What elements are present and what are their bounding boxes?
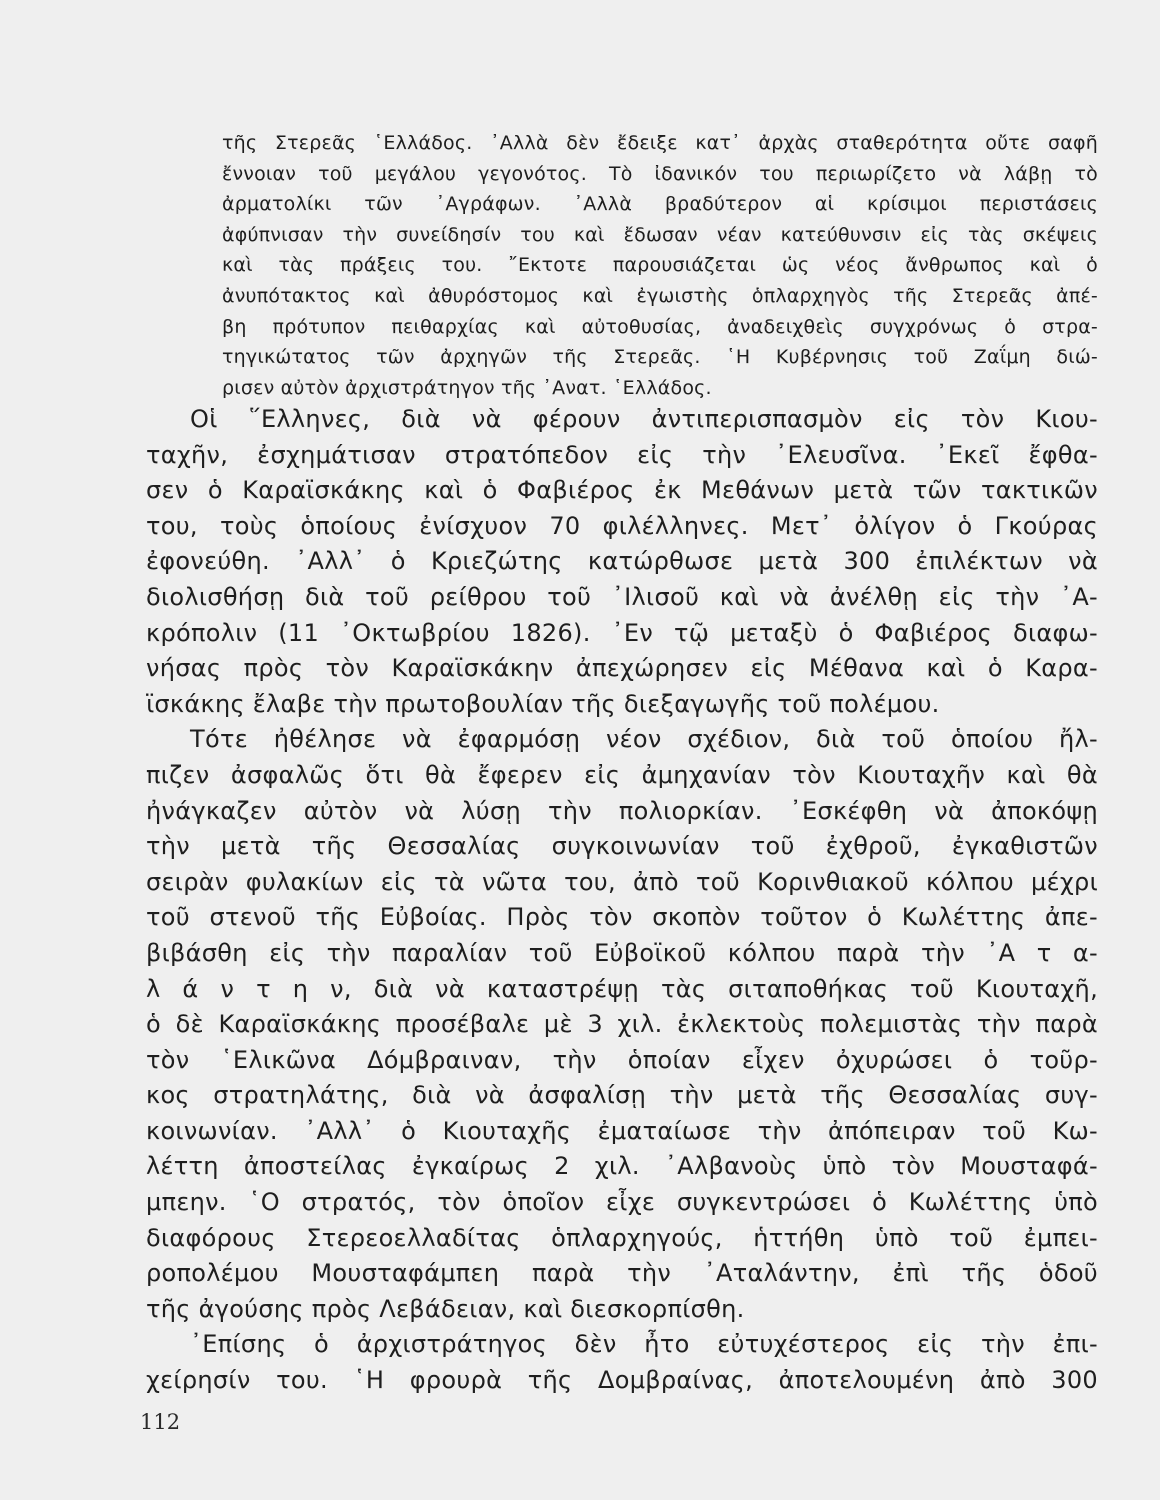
text-line: διολισθήσῃ διὰ τοῦ ρείθρου τοῦ ᾿Ιλισοῦ καὶ νὰ ἀνέλθῃ εἰς τὴν ᾿Α-: [146, 582, 1098, 611]
text-line: νήσας πρὸς τὸν Καραϊσκάκην ἀπεχώρησεν εἰς Μέθανα καὶ ὁ Καρα-: [146, 654, 1098, 683]
text-line: βη πρότυπον πειθαρχίας καὶ αὐτοθυσίας, ἀναδειχθεὶς συγχρόνως ὁ στρα-: [222, 315, 1098, 338]
main-text: [146, 402, 1098, 1399]
text-line: καὶ τὰς πράξεις του. ῎Εκτοτε παρουσιάζεται ὡς νέος ἄνθρωπος καὶ ὁ: [222, 254, 1098, 277]
text-line: ϊσκάκης ἔλαβε τὴν πρωτοβουλίαν τῆς διεξαγωγῆς τοῦ πολέμου.: [146, 689, 940, 718]
text-line: ἐφονεύθη. ᾿Αλλ᾿ ὁ Κριεζώτης κατώρθωσε μετὰ 300 ἐπιλέκτων νὰ: [146, 547, 1098, 576]
text-line: ρισεν αὐτὸν ἀρχιστράτηγον τῆς ᾿Ανατ. ῾Ελλάδος.: [222, 376, 712, 399]
intro-paragraph: [222, 128, 1098, 403]
text-line: Οἱ ῞Ελληνες, διὰ νὰ φέρουν ἀντιπερισπασμὸν εἰς τὸν Κιου-: [190, 405, 1098, 433]
text-line: Τότε ἠθέλησε νὰ ἐφαρμόσῃ νέον σχέδιον, διὰ τοῦ ὁποίου ἤλ-: [190, 725, 1098, 754]
text-line: ροπολέμου Μουσταφάμπεη παρὰ τὴν ᾿Αταλάντην, ἐπὶ τῆς ὁδοῦ: [146, 1259, 1098, 1288]
text-line: βιβάσθη εἰς τὴν παραλίαν τοῦ Εὐβοϊκοῦ κόλπου παρὰ τὴν ᾿Α τ α-: [146, 938, 1098, 967]
text-line: ἀνυπότακτος καὶ ἀθυρόστομος καὶ ἐγωιστὴς ὁπλαρχηγὸς τῆς Στερεᾶς ἀπέ-: [222, 284, 1098, 307]
paragraph-1: [146, 402, 1098, 722]
text-line: ᾿Επίσης ὁ ἀρχιστράτηγος δὲν ἦτο εὐτυχέστερος εἰς τὴν ἐπι-: [190, 1330, 1098, 1359]
text-line: χείρησίν του. ῾Η φρουρὰ τῆς Δομβραίνας, ἀποτελουμένη ἀπὸ 300: [146, 1366, 1098, 1395]
text-line: τηγικώτατος τῶν ἀρχηγῶν τῆς Στερεᾶς. ῾Η Κυβέρνησις τοῦ Ζαΐμη διώ-: [222, 346, 1098, 369]
text-line: κος στρατηλάτης, διὰ νὰ ἀσφαλίσῃ τὴν μετὰ τῆς Θεσσαλίας συγ-: [146, 1081, 1098, 1110]
text-line: τὴν μετὰ τῆς Θεσσαλίας συγκοινωνίαν τοῦ ἐχθροῦ, ἐγκαθιστῶν: [146, 832, 1098, 861]
text-line: τῆς Στερεᾶς ῾Ελλάδος. ᾿Αλλὰ δὲν ἔδειξε κατ᾿ ἀρχὰς σταθερότητα οὔτε σαφῆ: [222, 132, 1098, 154]
text-line: ἀφύπνισαν τὴν συνείδησίν του καὶ ἔδωσαν νέαν κατεύθυνσιν εἰς τὰς σκέψεις: [222, 223, 1098, 246]
paragraph-2: [146, 722, 1098, 1327]
text-line: τὸν ῾Ελικῶνα Δόμβραιναν, τὴν ὁποίαν εἶχεν ὀχυρώσει ὁ τοῦρ-: [146, 1045, 1098, 1074]
text-line: κρόπολιν (11 ᾿Οκτωβρίου 1826). ᾿Εν τῷ μεταξὺ ὁ Φαβιέρος διαφω-: [146, 618, 1098, 647]
text-line: ἔννοιαν τοῦ μεγάλου γεγονότος. Τὸ ἰδανικόν του περιωρίζετο νὰ λάβῃ τὸ: [222, 162, 1098, 185]
text-line: λέττη ἀποστείλας ἐγκαίρως 2 χιλ. ᾿Αλβανοὺς ὑπὸ τὸν Μουσταφά-: [146, 1152, 1098, 1181]
text-line: ταχῆν, ἐσχημάτισαν στρατόπεδον εἰς τὴν ᾿Ελευσῖνα. ᾿Εκεῖ ἔφθα-: [146, 440, 1098, 469]
text-line: τοῦ στενοῦ τῆς Εὐβοίας. Πρὸς τὸν σκοπὸν τοῦτον ὁ Κωλέττης ἀπε-: [146, 903, 1098, 932]
text-line: σειρὰν φυλακίων εἰς τὰ νῶτα του, ἀπὸ τοῦ Κορινθιακοῦ κόλπου μέχρι: [146, 867, 1098, 896]
text-line: ἠνάγκαζεν αὐτὸν νὰ λύσῃ τὴν πολιορκίαν. ᾿Εσκέφθη νὰ ἀποκόψῃ: [146, 796, 1098, 825]
paragraph-3: [146, 1327, 1098, 1398]
text-line: λ ά ν τ η ν, διὰ νὰ καταστρέψῃ τὰς σιταποθήκας τοῦ Κιουταχῆ,: [146, 974, 1098, 1003]
text-line: πιζεν ἀσφαλῶς ὅτι θὰ ἔφερεν εἰς ἀμηχανίαν τὸν Κιουταχῆν καὶ θὰ: [146, 760, 1098, 789]
text-line: διαφόρους Στερεοελλαδίτας ὁπλαρχηγούς, ἡττήθη ὑπὸ τοῦ ἐμπει-: [146, 1223, 1098, 1252]
text-line: ἀρματολίκι τῶν ᾿Αγράφων. ᾿Αλλὰ βραδύτερον αἱ κρίσιμοι περιστάσεις: [222, 193, 1098, 216]
text-line: ὁ δὲ Καραϊσκάκης προσέβαλε μὲ 3 χιλ. ἐκλεκτοὺς πολεμιστὰς τὴν παρὰ: [146, 1010, 1098, 1039]
text-line: τῆς ἀγούσης πρὸς Λεβάδειαν, καὶ διεσκορπίσθη.: [146, 1294, 745, 1323]
text-line: σεν ὁ Καραϊσκάκης καὶ ὁ Φαβιέρος ἐκ Μεθάνων μετὰ τῶν τακτικῶν: [146, 476, 1098, 505]
page-number: 112: [140, 1410, 181, 1434]
text-line: του, τοὺς ὁποίους ἐνίσχυον 70 φιλέλληνες. Μετ᾿ ὀλίγον ὁ Γκούρας: [146, 511, 1098, 540]
text-line: κοινωνίαν. ᾿Αλλ᾿ ὁ Κιουταχῆς ἐματαίωσε τὴν ἀπόπειραν τοῦ Κω-: [146, 1116, 1098, 1145]
text-line: μπεην. ῾Ο στρατός, τὸν ὁποῖον εἶχε συγκεντρώσει ὁ Κωλέττης ὑπὸ: [146, 1188, 1098, 1217]
